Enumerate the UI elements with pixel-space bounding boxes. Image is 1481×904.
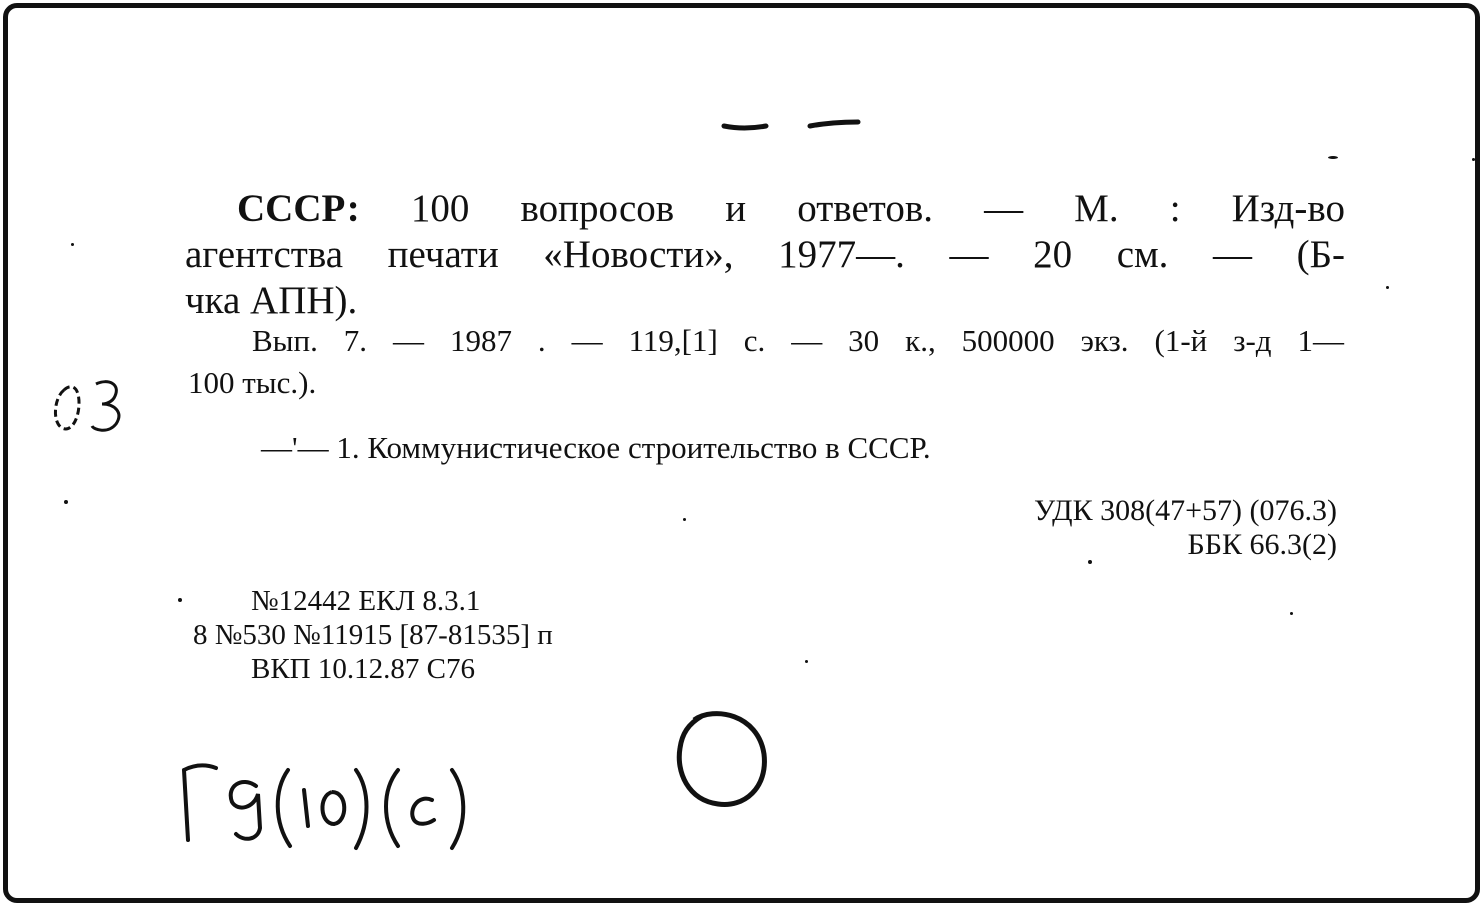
subject-heading: —'— 1. Коммунистическое строительство в СССР.: [261, 430, 931, 465]
speck: [683, 518, 686, 521]
printer-line-1: №12442 ЕКЛ 8.3.1: [251, 585, 481, 617]
printer-info: [193, 584, 553, 686]
classification-codes: [1034, 494, 1337, 562]
speck: [805, 660, 808, 663]
printer-line-2: 8 №530 №11915 [87-81535] п: [193, 619, 553, 651]
speck: [1088, 560, 1092, 564]
title-country: СССР:: [237, 187, 360, 230]
dash-marks: [720, 112, 880, 182]
title-line-3: чка АПН).: [185, 279, 358, 322]
speck: [64, 500, 68, 504]
issue-line-1: Вып. 7. — 1987 . — 119,[1] с. — 30 к., 500000 экз. (1-й з-д 1—: [252, 323, 1344, 358]
speck: [1290, 612, 1293, 615]
title-line-2: агентства печати «Новости», 1977—. — 20 см. — (Б-: [185, 233, 1345, 276]
speck: [1328, 156, 1338, 159]
udk-code: УДК 308(47+57) (076.3): [1033, 494, 1337, 527]
catalog-card: [3, 3, 1480, 903]
speck: [1472, 158, 1475, 161]
speck: [178, 598, 182, 602]
printer-line-3: ВКП 10.12.87 С76: [251, 653, 475, 685]
title-text: 100 вопросов и ответов. — М. : Изд-во: [359, 187, 1345, 230]
speck: [1386, 286, 1389, 289]
issue-line-2: 100 тыс.).: [188, 365, 317, 400]
title-line-1: [185, 186, 1345, 232]
handwritten-shelf-code: [176, 756, 486, 856]
title-statement: [185, 186, 1345, 324]
bbk-code: ББК 66.3(2): [1187, 528, 1337, 561]
handwritten-margin-number: [52, 376, 142, 446]
issue-statement: [188, 320, 1344, 404]
speck: [71, 243, 74, 246]
punch-hole-circle: [674, 708, 774, 812]
